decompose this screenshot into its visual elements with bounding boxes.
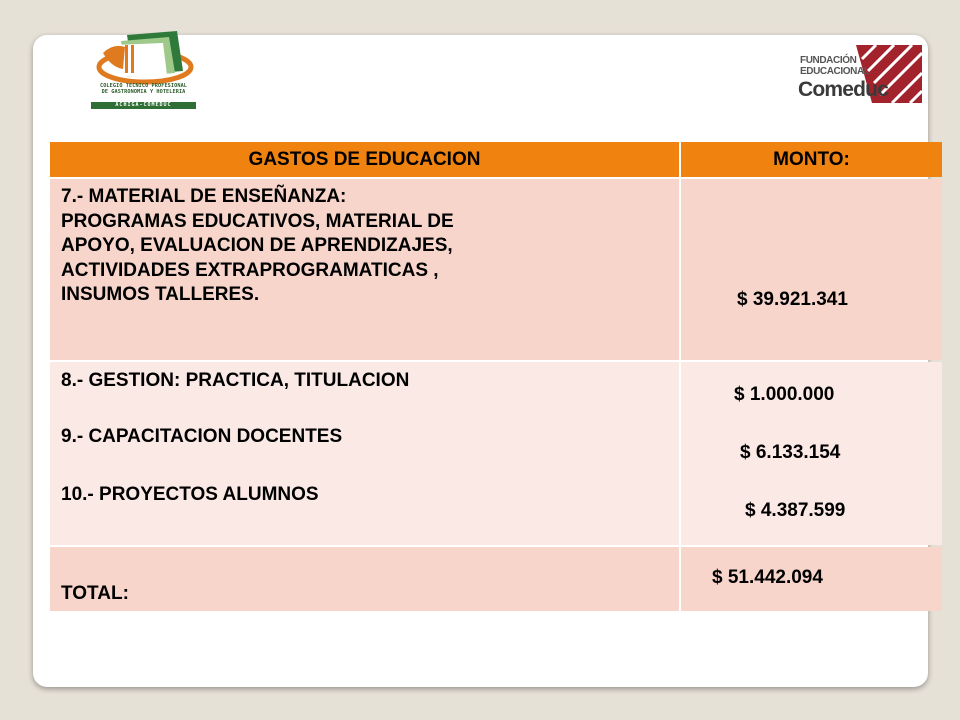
row1-concept-cell <box>50 179 679 360</box>
table-header-row <box>50 142 942 177</box>
row2-concept-cell <box>50 362 679 545</box>
row1-line: 7.- MATERIAL DE ENSEÑANZA: <box>61 186 347 207</box>
item8-amount: $ 1.000.000 <box>734 384 835 405</box>
item9-label: 9.- CAPACITACION DOCENTES <box>61 426 343 447</box>
header-amount-label: MONTO: <box>773 148 850 170</box>
colegio-logo <box>87 27 200 109</box>
total-amount: $ 51.442.094 <box>712 567 823 588</box>
colegio-caption-line2: DE GASTRONOMIA Y HOTELERIA <box>101 89 186 95</box>
item10-amount: $ 4.387.599 <box>745 500 846 521</box>
table-row <box>50 362 942 545</box>
colegio-emblem-icon <box>87 27 200 85</box>
row1-line: ACTIVIDADES EXTRAPROGRAMATICAS , <box>61 259 439 281</box>
item10-label: 10.- PROYECTOS ALUMNOS <box>61 484 319 505</box>
row1-line: APOYO, EVALUACION DE APRENDIZAJES, <box>61 235 453 256</box>
comeduc-line3: Comeduc <box>798 78 889 101</box>
header-cell-concept <box>50 142 679 177</box>
comeduc-line1: FUNDACIÓN <box>800 55 857 66</box>
row1-amount: $ 39.921.341 <box>737 289 848 310</box>
comeduc-line2: EDUCACIONAL <box>800 66 870 77</box>
total-amount-cell <box>681 547 942 611</box>
row1-concept-text <box>61 185 454 308</box>
row2-amount-cell <box>681 362 942 545</box>
table-row <box>50 179 942 360</box>
item8-label: 8.- GESTION: PRACTICA, TITULACION <box>61 370 410 391</box>
total-label-cell <box>50 547 679 611</box>
row1-amount-cell <box>681 179 942 360</box>
row1-line: INSUMOS TALLERES. <box>61 284 260 305</box>
header-cell-amount <box>681 142 942 177</box>
colegio-strip: ACHIGA-COMEDUC <box>91 102 196 109</box>
comeduc-logo <box>798 45 922 105</box>
total-label: TOTAL: <box>61 583 129 604</box>
colegio-caption-line1: COLEGIO TECNICO PROFESIONAL <box>99 83 188 89</box>
item9-amount: $ 6.133.154 <box>740 442 841 463</box>
header-concept-label: GASTOS DE EDUCACION <box>248 148 481 170</box>
row1-line: PROGRAMAS EDUCATIVOS, MATERIAL DE <box>61 210 454 232</box>
table-row <box>50 547 942 611</box>
colegio-caption <box>87 83 200 95</box>
